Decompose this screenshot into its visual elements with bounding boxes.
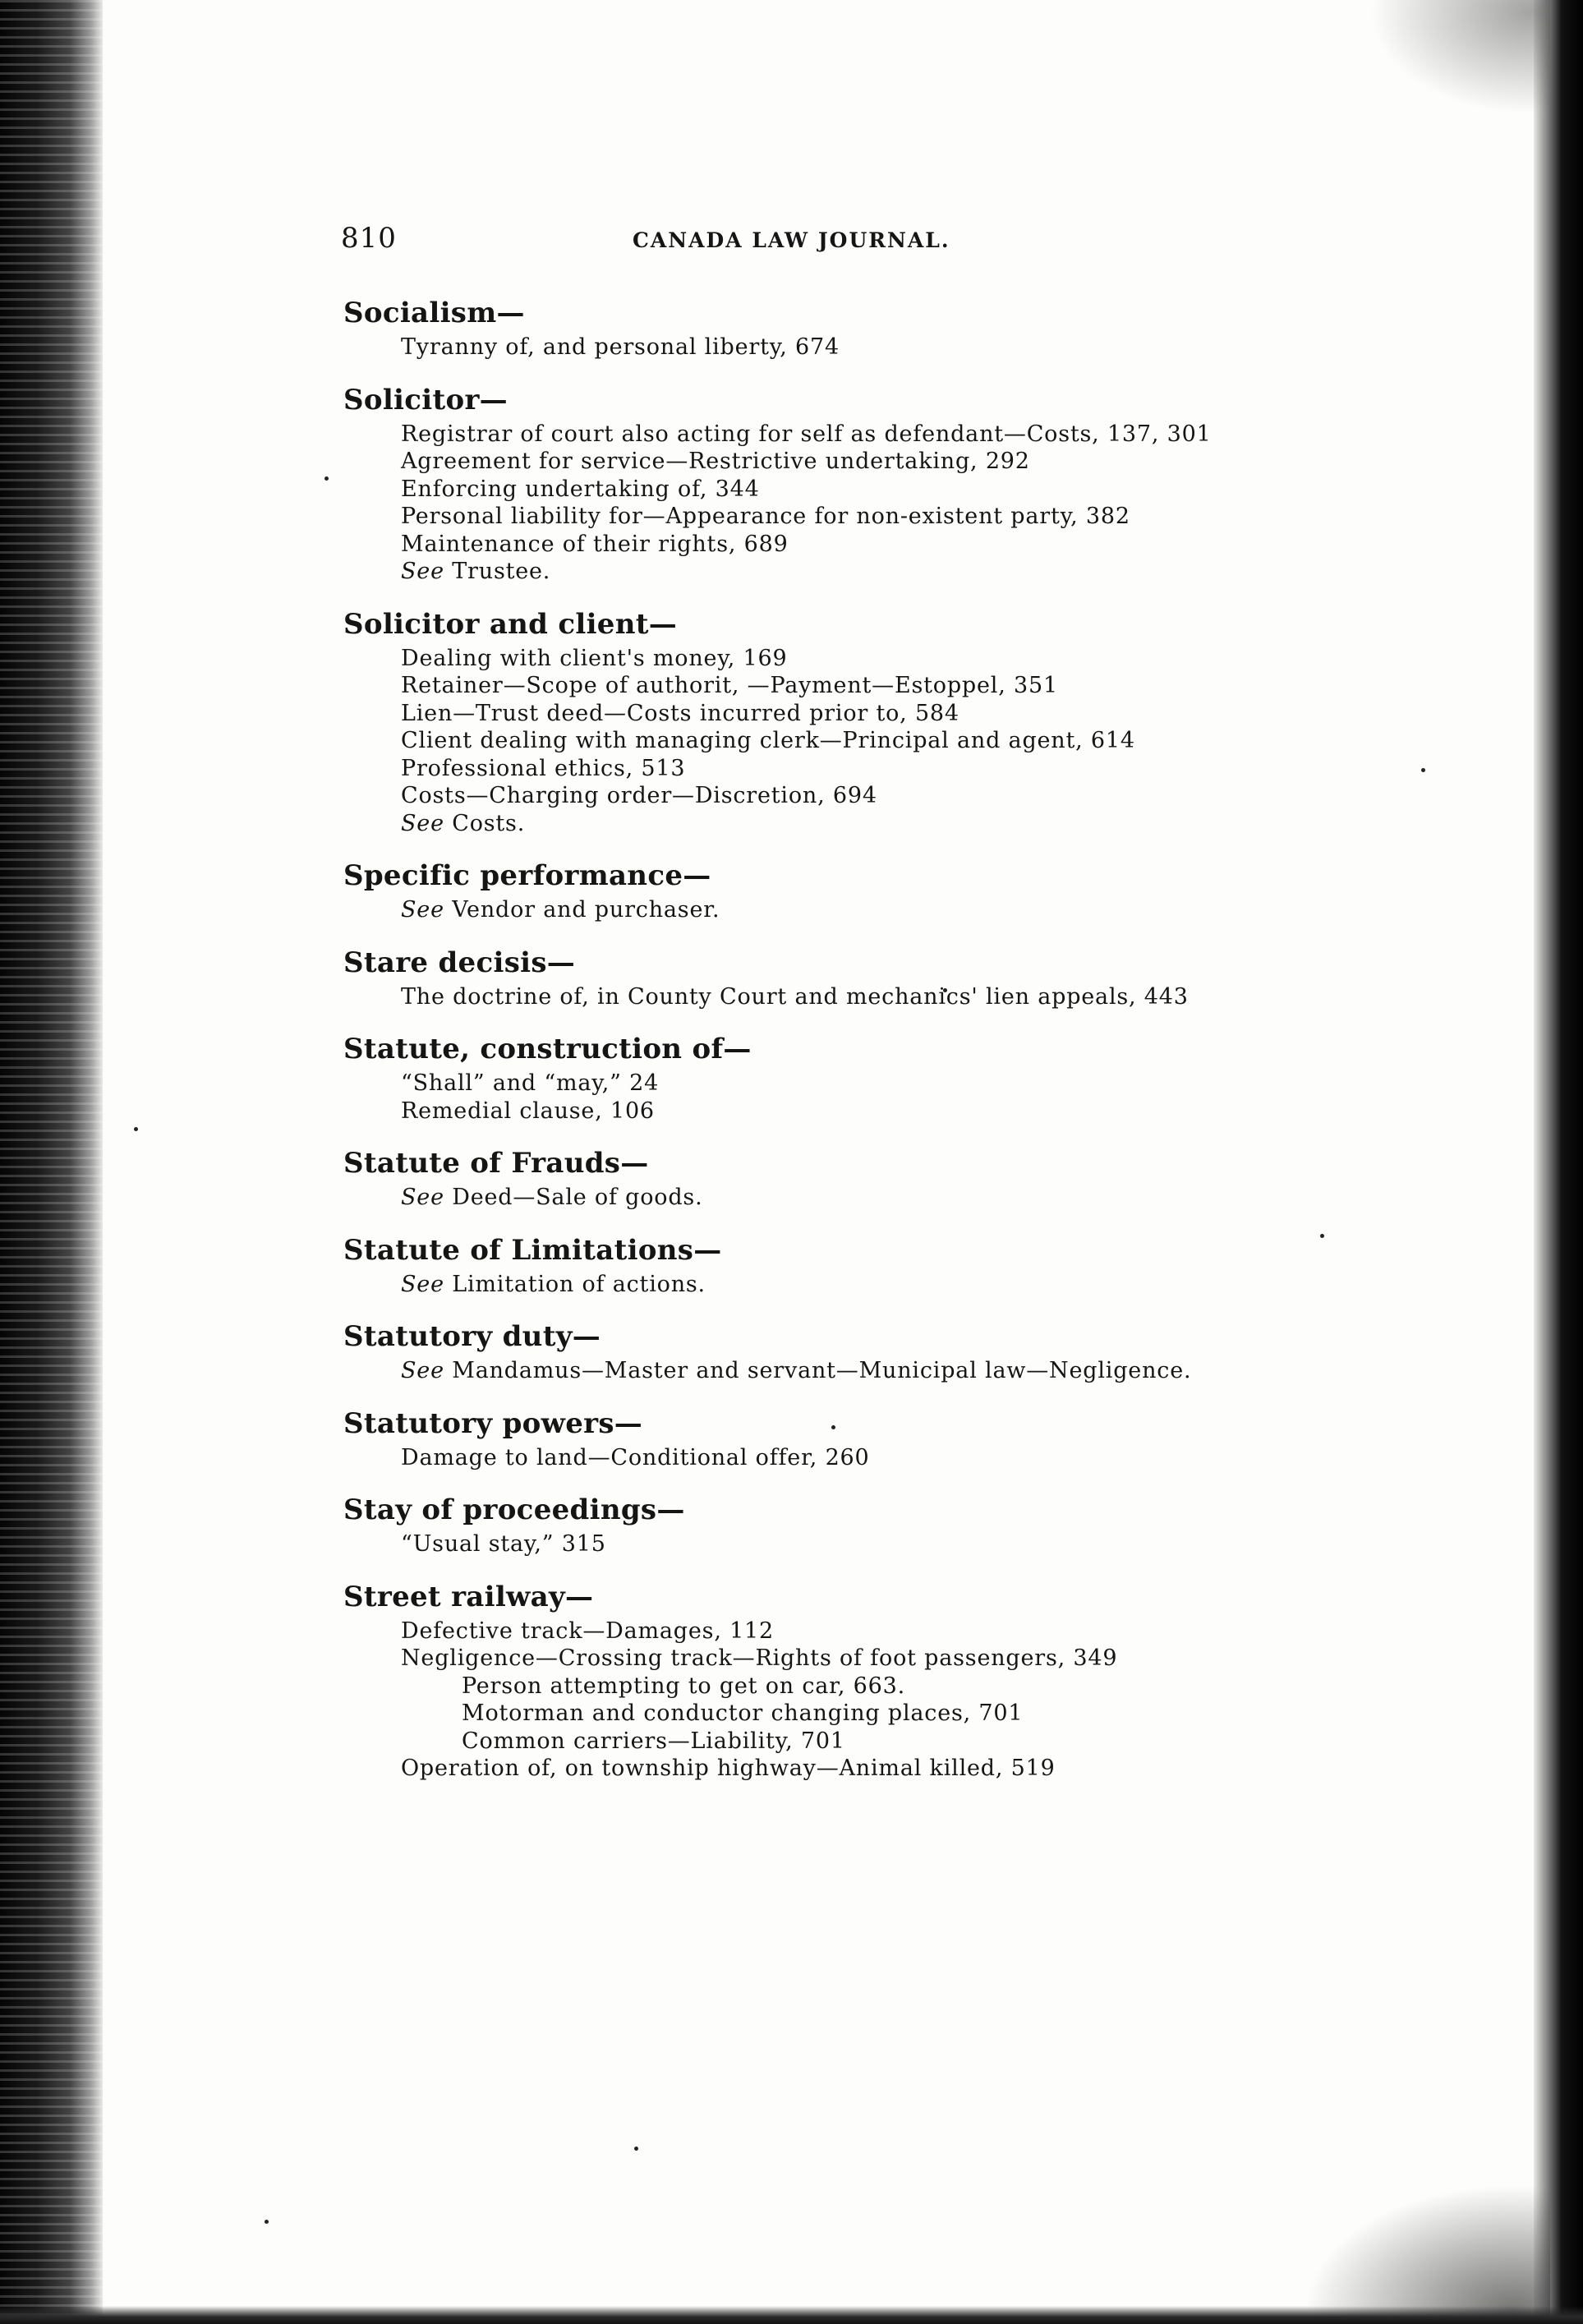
subentry-text: The doctrine of, in County Court and mechanics' lien appeals, 443 [401, 983, 1189, 1010]
index-entry [343, 1580, 1313, 1783]
entry-subentries [343, 334, 1313, 361]
subentry-text: Common carriers—Liability, 701 [462, 1728, 845, 1754]
scan-speck [265, 2220, 269, 2224]
subentry-text: Costs. [444, 810, 526, 836]
entry-subentries [343, 421, 1313, 586]
subentry-text: Tyranny of, and personal liberty, 674 [401, 334, 840, 360]
entry-subentries [343, 1357, 1313, 1385]
see-reference-label: See [401, 810, 444, 836]
subentry-line [401, 1728, 1313, 1756]
subentry-line [401, 645, 1313, 673]
index-entry [343, 1146, 1313, 1212]
index-entry [343, 1032, 1313, 1125]
subentry-line [401, 1673, 1313, 1700]
entry-subentries [343, 1271, 1313, 1299]
entry-heading: Specific performance— [343, 859, 711, 892]
subentry-text: Person attempting to get on car, 663. [462, 1673, 905, 1699]
subentry-text: “Usual stay,” 315 [401, 1531, 606, 1557]
entry-subentries [343, 1184, 1313, 1212]
subentry-line [401, 1271, 1313, 1299]
subentry-line [401, 1618, 1313, 1645]
subentry-line [401, 421, 1313, 449]
entry-heading: Stay of proceedings— [343, 1493, 685, 1526]
subentry-line [401, 672, 1313, 700]
subentry-line [401, 1184, 1313, 1212]
subentry-text: Limitation of actions. [444, 1271, 706, 1297]
subentry-text: Maintenance of their rights, 689 [401, 531, 789, 557]
index-entry [343, 858, 1313, 924]
running-head [341, 222, 1337, 255]
entry-subentries [343, 896, 1313, 924]
subentry-line [401, 1755, 1313, 1783]
entry-heading: Statute, construction of— [343, 1033, 752, 1065]
subentry-line [401, 700, 1313, 728]
entry-subentries [343, 983, 1313, 1011]
subentry-text: Mandamus—Master and servant—Municipal law—Negligence. [444, 1358, 1192, 1383]
entry-heading: Statutory duty— [343, 1320, 601, 1353]
subentry-line [401, 810, 1313, 838]
see-reference-label: See [401, 1185, 444, 1210]
subentry-line [401, 1098, 1313, 1125]
subentry-line [401, 1357, 1313, 1385]
subentry-line [401, 755, 1313, 783]
subentry-text: Enforcing undertaking of, 344 [401, 476, 760, 502]
subentry-line [401, 983, 1313, 1011]
scan-smudge [1304, 2184, 1550, 2324]
subentry-line [401, 558, 1313, 586]
index-entry [343, 1233, 1313, 1299]
subentry-text: Registrar of court also acting for self as defendant—Costs, 137, 301 [401, 421, 1212, 447]
subentry-text: Motorman and conductor changing places, 701 [462, 1700, 1024, 1726]
index-entries [343, 296, 1313, 1804]
index-entry [343, 296, 1313, 361]
scan-speck [1421, 768, 1425, 772]
scan-speck [324, 476, 329, 481]
subentry-line [401, 1700, 1313, 1728]
subentry-line [401, 1444, 1313, 1472]
right-edge-shadow [1534, 0, 1583, 2324]
subentry-text: Retainer—Scope of authorit, —Payment—Estoppel, 351 [401, 673, 1058, 698]
entry-heading: Statute of Limitations— [343, 1233, 722, 1267]
subentry-text: Costs—Charging order—Discretion, 694 [401, 783, 877, 808]
entry-subentries [343, 645, 1313, 838]
entry-heading: Statute of Frauds— [343, 1147, 649, 1180]
journal-title: CANADA LAW JOURNAL. [633, 228, 950, 252]
subentry-text: Client dealing with managing clerk—Principal and agent, 614 [401, 728, 1135, 753]
subentry-text: Remedial clause, 106 [401, 1098, 655, 1124]
subentry-line [401, 531, 1313, 559]
scan-speck [1320, 1234, 1324, 1238]
index-entry [343, 1406, 1313, 1472]
see-reference-label: See [401, 897, 444, 923]
subentry-line [401, 1530, 1313, 1558]
entry-heading: Solicitor and client— [343, 607, 678, 641]
entry-heading: Stare decisis— [343, 946, 576, 979]
scan-smudge [1369, 0, 1550, 115]
subentry-line [401, 727, 1313, 755]
scan-speck [634, 2147, 638, 2151]
binding-shadow [0, 0, 103, 2324]
subentry-line [401, 334, 1313, 361]
subentry-text: Defective track—Damages, 112 [401, 1618, 775, 1644]
scan-speck [134, 1127, 138, 1131]
subentry-text: Dealing with client's money, 169 [401, 645, 788, 671]
subentry-line [401, 896, 1313, 924]
entry-subentries [343, 1618, 1313, 1783]
index-entry [343, 946, 1313, 1011]
index-entry [343, 383, 1313, 586]
index-entry [343, 1493, 1313, 1558]
entry-subentries [343, 1070, 1313, 1125]
subentry-text: Lien—Trust deed—Costs incurred prior to, 584 [401, 700, 959, 726]
bottom-edge-shadow [0, 2306, 1583, 2324]
subentry-text: Operation of, on township highway—Animal killed, 519 [401, 1756, 1056, 1781]
index-entry [343, 607, 1313, 838]
entry-heading: Solicitor— [343, 383, 508, 416]
entry-subentries [343, 1444, 1313, 1472]
entry-heading: Statutory powers— [343, 1406, 643, 1440]
entry-heading: Socialism— [343, 297, 525, 329]
page-number: 810 [341, 222, 397, 255]
subentry-text: Professional ethics, 513 [401, 755, 686, 781]
subentry-line [401, 476, 1313, 504]
subentry-text: Negligence—Crossing track—Rights of foot passengers, 349 [401, 1645, 1118, 1671]
index-entry [343, 1319, 1313, 1385]
subentry-text: Damage to land—Conditional offer, 260 [401, 1444, 870, 1470]
subentry-text: Personal liability for—Appearance for non-existent party, 382 [401, 504, 1130, 529]
subentry-line [401, 448, 1313, 476]
see-reference-label: See [401, 1358, 444, 1383]
entry-heading: Street railway— [343, 1580, 594, 1613]
subentry-text: Deed—Sale of goods. [444, 1185, 703, 1210]
subentry-line [401, 503, 1313, 531]
subentry-text: Vendor and purchaser. [444, 897, 720, 923]
subentry-text: Trustee. [444, 559, 551, 584]
subentry-text: “Shall” and “may,” 24 [401, 1070, 660, 1096]
subentry-line [401, 1070, 1313, 1098]
subentry-line [401, 782, 1313, 810]
entry-subentries [343, 1530, 1313, 1558]
see-reference-label: See [401, 1271, 444, 1297]
subentry-line [401, 1645, 1313, 1673]
see-reference-label: See [401, 559, 444, 584]
subentry-text: Agreement for service—Restrictive undertaking, 292 [401, 449, 1030, 474]
